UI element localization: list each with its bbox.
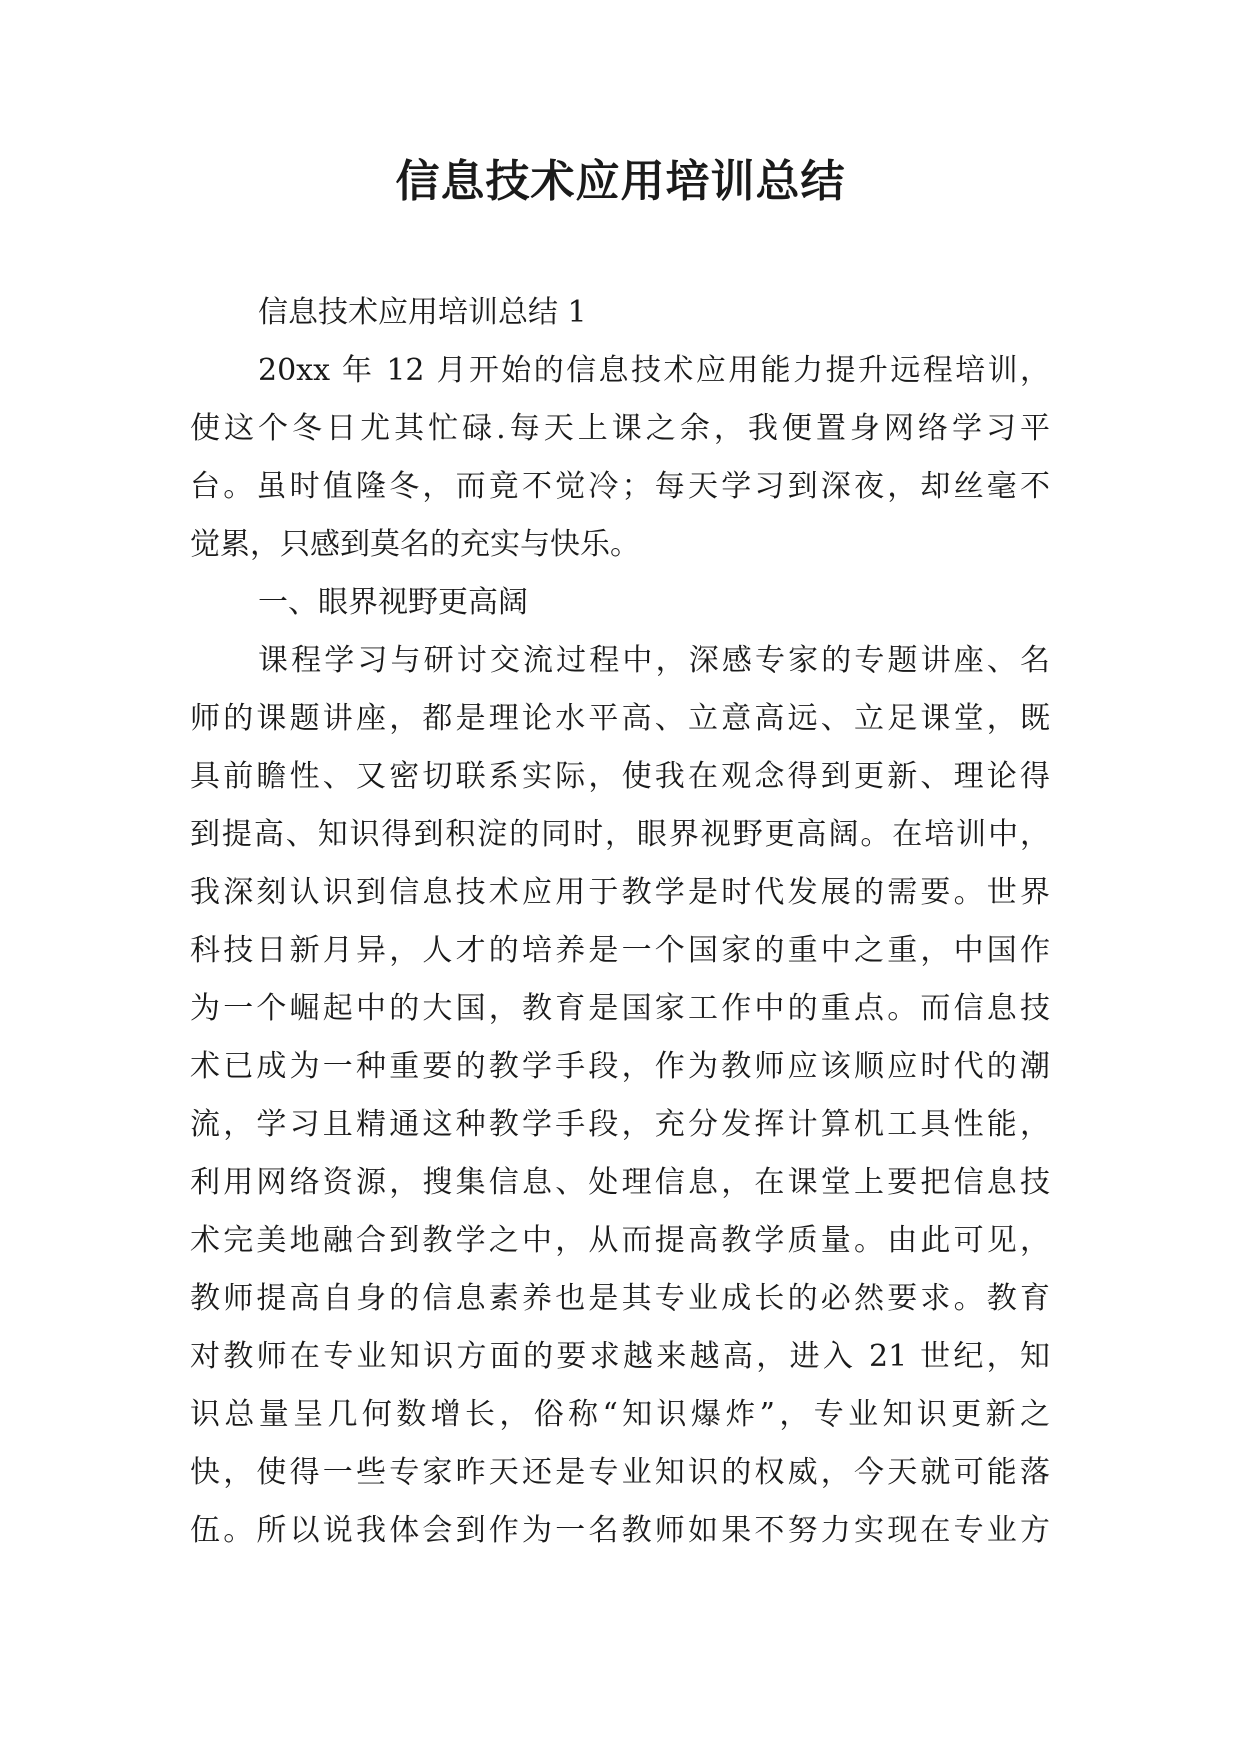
text-line: 识总量呈几何数增长，俗称“知识爆炸”，专业知识更新之: [190, 1397, 1050, 1432]
text-line: 使这个冬日尤其忙碌.每天上课之余，我便置身网络学习平: [190, 411, 1050, 446]
text-line: 科技日新月异，人才的培养是一个国家的重中之重，中国作: [190, 933, 1050, 968]
text-line: 为一个崛起中的大国，教育是国家工作中的重点。而信息技: [190, 991, 1050, 1026]
text-line: 教师提高自身的信息素养也是其专业成长的必然要求。教育: [190, 1281, 1050, 1316]
text-line: 流，学习且精通这种教学手段，充分发挥计算机工具性能，: [190, 1107, 1050, 1142]
text-line: 具前瞻性、又密切联系实际，使我在观念得到更新、理论得: [190, 759, 1050, 794]
text-line: 快，使得一些专家昨天还是专业知识的权威，今天就可能落: [190, 1455, 1050, 1490]
text-line: 台。虽时值隆冬，而竟不觉冷；每天学习到深夜，却丝毫不: [190, 469, 1050, 504]
text-line: 术已成为一种重要的教学手段，作为教师应该顺应时代的潮: [190, 1049, 1050, 1084]
text-line: 觉累，只感到莫名的充实与快乐。: [190, 527, 640, 562]
document-title: 信息技术应用培训总结: [395, 156, 846, 207]
text-line: 师的课题讲座，都是理论水平高、立意高远、立足课堂，既: [190, 701, 1050, 736]
text-line: 利用网络资源，搜集信息、处理信息，在课堂上要把信息技: [190, 1165, 1050, 1200]
text-line: 对教师在专业知识方面的要求越来越高，进入 21 世纪，知: [190, 1339, 1050, 1374]
text-line: 信息技术应用培训总结 1: [258, 295, 587, 330]
document-body: [190, 284, 1050, 1560]
text-line: 我深刻认识到信息技术应用于教学是时代发展的需要。世界: [190, 875, 1050, 910]
text-line: 伍。所以说我体会到作为一名教师如果不努力实现在专业方: [190, 1513, 1050, 1548]
text-line: 20xx 年 12 月开始的信息技术应用能力提升远程培训，: [258, 353, 1050, 388]
text-line: 一、眼界视野更高阔: [258, 585, 528, 620]
text-line: 到提高、知识得到积淀的同时，眼界视野更高阔。在培训中，: [190, 817, 1050, 852]
text-line: 术完美地融合到教学之中，从而提高教学质量。由此可见，: [190, 1223, 1050, 1258]
text-line: 课程学习与研讨交流过程中，深感专家的专题讲座、名: [258, 643, 1050, 678]
